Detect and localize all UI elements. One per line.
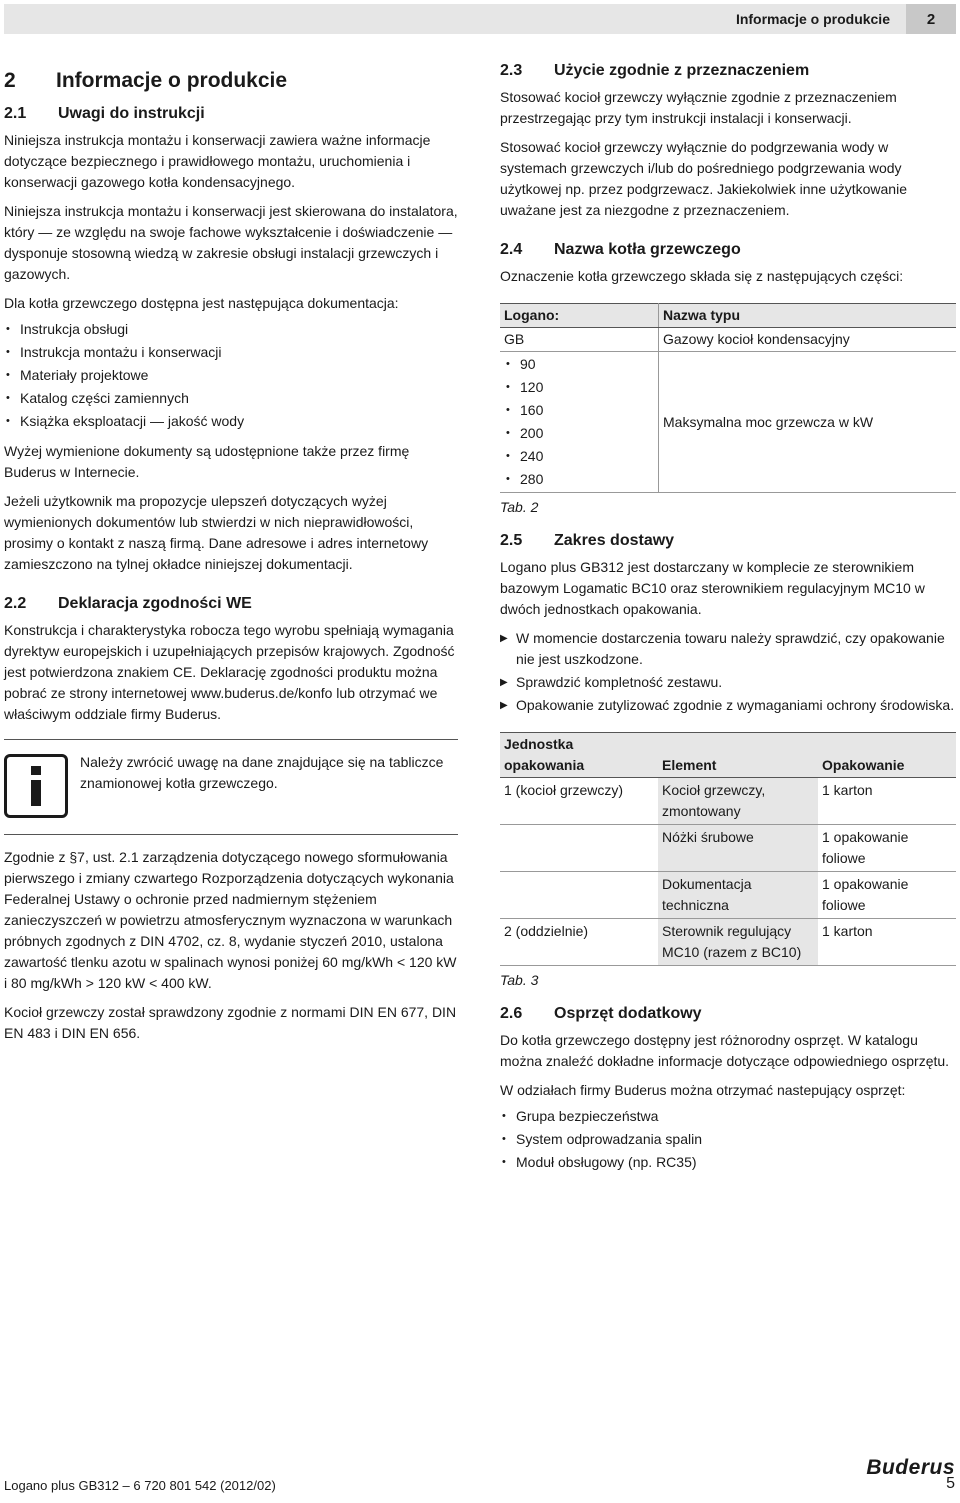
section-2-2-heading: 2.2 Deklaracja zgodności WE (4, 595, 252, 612)
accessory-list (500, 1105, 956, 1174)
list-item: • 160 (504, 399, 654, 422)
section-2-5-heading: 2.5 Zakres dostawy (500, 532, 675, 549)
paragraph: Konstrukcja i charakterystyka robocza tego wyrobu spełniają wymagania dyrektyw europejskich i uzupełniających przepisów krajowych. Zgodność jest potwierdzona znakiem CE. Deklarację zgodności produktu można pobrać ze strony internetowej www.buderus.de/konfo lub otrzymać we właściwym oddziale firmy Buderus. (4, 622, 455, 722)
info-text: Należy zwrócić uwagę na dane znajdujące się na tabliczce znamionowej kotła grzewczego. (80, 754, 444, 791)
info-icon (4, 754, 68, 818)
paragraph: Dla kotła grzewczego dostępna jest następująca dokumentacja: (4, 295, 399, 311)
paragraph: Stosować kocioł grzewczy wyłącznie zgodnie z przeznaczeniem przestrzegając przy tym instrukcji instalacji i konserwacji. (500, 89, 897, 126)
buderus-logo: Buderus (866, 1456, 955, 1479)
footer-doc-id: Logano plus GB312 – 6 720 801 542 (2012/02) (4, 1478, 276, 1493)
header-title: Informacje o produkcie (735, 11, 890, 27)
list-item: • 120 (504, 376, 654, 399)
list-item: • Instrukcja montażu i konserwacji (4, 341, 458, 364)
table-row: 2 (oddzielnie) Sterownik regulujący MC10 (razem z BC10) 1 karton (500, 919, 956, 966)
page-number: 5 (946, 1475, 955, 1492)
documentation-list (4, 318, 458, 433)
list-item: • Książka eksploatacji — jakość wody (4, 410, 458, 433)
chapter-number: 2 (906, 4, 956, 34)
table-header: Element (658, 733, 818, 778)
paragraph: Niniejsza instrukcja montażu i konserwacji jest skierowana do instalatora, który — ze względu na swoje fachowe wykształcenie i doświadczenie — dysponuje stosowną wiedzą w zakresie obsługi instalacji grzewczych i gazowych. (4, 203, 458, 282)
table-header: Logano: (500, 304, 659, 328)
section-2-1-heading: 2.1 Uwagi do instrukcji (4, 105, 205, 122)
list-item: • Instrukcja obsługi (4, 318, 458, 341)
section-2-4-heading: 2.4 Nazwa kotła grzewczego (500, 241, 741, 258)
table-cell: Maksymalna moc grzewcza w kW (659, 352, 957, 493)
left-column (4, 60, 458, 1052)
section-2-3-heading: 2.3 Użycie zgodnie z przeznaczeniem (500, 62, 810, 79)
paragraph: Zgodnie z §7, ust. 2.1 zarządzenia dotyczącego nowego sformułowania pierwszego i zmiany czwartego Rozporządzenia dotyczących wykonania Federalnej Ustawy o ochronie przed nadmiernym stężeniem zanieczyszczeń w powietrzu atmosferycznym wyznaczona w warunkach próbnych zgodnych z DIN 4702, cz. 8, wydanie styczeń 2010, ustalona zawartość tlenku azotu w spalinach wynosi poniżej 60 mg/kWh < 120 kW i 80 mg/kWh > 120 kW < 400 kW. (4, 849, 457, 991)
table-caption: Tab. 3 (500, 972, 539, 988)
paragraph: Kocioł grzewczy został sprawdzony zgodnie z normami DIN EN 677, DIN EN 483 i DIN EN 656. (4, 1004, 457, 1041)
list-item: • Moduł obsługowy (np. RC35) (500, 1151, 956, 1174)
list-item: • System odprowadzania spalin (500, 1128, 956, 1151)
list-item: ▶ Opakowanie zutylizować zgodnie z wymaganiami ochrony środowiska. (500, 695, 956, 716)
paragraph: Jeżeli użytkownik ma propozycje ulepszeń dotyczących wyżej wymienionych dokumentów lub stwierdzi w nich nieprawidłowości, prosimy o kontakt z naszą firmą. Dane adresowe i adres internetowy zamieszczono na tylnej okładce niniejszej dokumentacji. (4, 493, 429, 572)
chapter-heading: 2 Informacje o produkcie (4, 69, 288, 92)
section-2-6-heading: 2.6 Osprzęt dodatkowy (500, 1005, 702, 1022)
table-cell: GB (500, 328, 659, 352)
delivery-table (500, 732, 956, 966)
paragraph: Logano plus GB312 jest dostarczany w komplecie ze sterownikiem bazowym Logamatic BC10 oraz sterownikiem regulacyjnym MC10 w dwóch jednostkach opakowania. (500, 559, 925, 617)
boiler-name-table (500, 303, 956, 493)
paragraph: Oznaczenie kotła grzewczego składa się z następujących części: (500, 268, 904, 284)
list-item: • Grupa bezpieczeństwa (500, 1105, 956, 1128)
paragraph: Niniejsza instrukcja montażu i konserwacji zawiera ważne informacje dotyczące bezpiecznego i prawidłowego montażu, uruchomienia i konserwacji gazowego kotła kondensacyjnego. (4, 132, 431, 190)
paragraph: W odziałach firmy Buderus można otrzymać nastepujący osprzęt: (500, 1082, 906, 1098)
table-row: Nóżki śrubowe 1 opakowanie foliowe (500, 825, 956, 872)
table-row: Dokumentacja techniczna 1 opakowanie foliowe (500, 872, 956, 919)
list-item: • Katalog części zamiennych (4, 387, 458, 410)
right-column (500, 60, 956, 1182)
table-row: 1 (kocioł grzewczy) Kocioł grzewczy, zmontowany 1 karton (500, 778, 956, 825)
table-cell (500, 352, 659, 493)
table-header: Opakowanie (818, 733, 956, 778)
info-notice (4, 739, 458, 835)
list-item: ▶ Sprawdzić kompletność zestawu. (500, 672, 956, 693)
paragraph: Do kotła grzewczego dostępny jest różnorodny osprzęt. W katalogu można znaleźć dokładne informacje dotyczące odpowiedniego osprzętu. (500, 1032, 950, 1069)
page-header (4, 4, 956, 34)
list-item: ▶ W momencie dostarczenia towaru należy sprawdzić, czy opakowanie nie jest uszkodzone. (500, 628, 956, 670)
list-item: • 90 (504, 353, 654, 376)
list-item: • 240 (504, 445, 654, 468)
list-item: • 200 (504, 422, 654, 445)
paragraph: Stosować kocioł grzewczy wyłącznie do podgrzewania wody w systemach grzewczych i/lub do pośredniego podgrzewania wody użytkowej np. przez podgrzewacz. Jakiekolwiek inne użytkowanie uważane jest za niezgodne z przeznaczeniem. (500, 139, 907, 218)
paragraph: Wyżej wymienione dokumenty są udostępnione także przez firmę Buderus w Internecie. (4, 443, 410, 480)
step-list (500, 628, 956, 716)
table-header: Nazwa typu (659, 304, 957, 328)
list-item: • 280 (504, 468, 654, 491)
table-cell: Gazowy kocioł kondensacyjny (659, 328, 957, 352)
list-item: • Materiały projektowe (4, 364, 458, 387)
table-header: Jednostka opakowania (500, 733, 658, 778)
table-caption: Tab. 2 (500, 499, 539, 515)
